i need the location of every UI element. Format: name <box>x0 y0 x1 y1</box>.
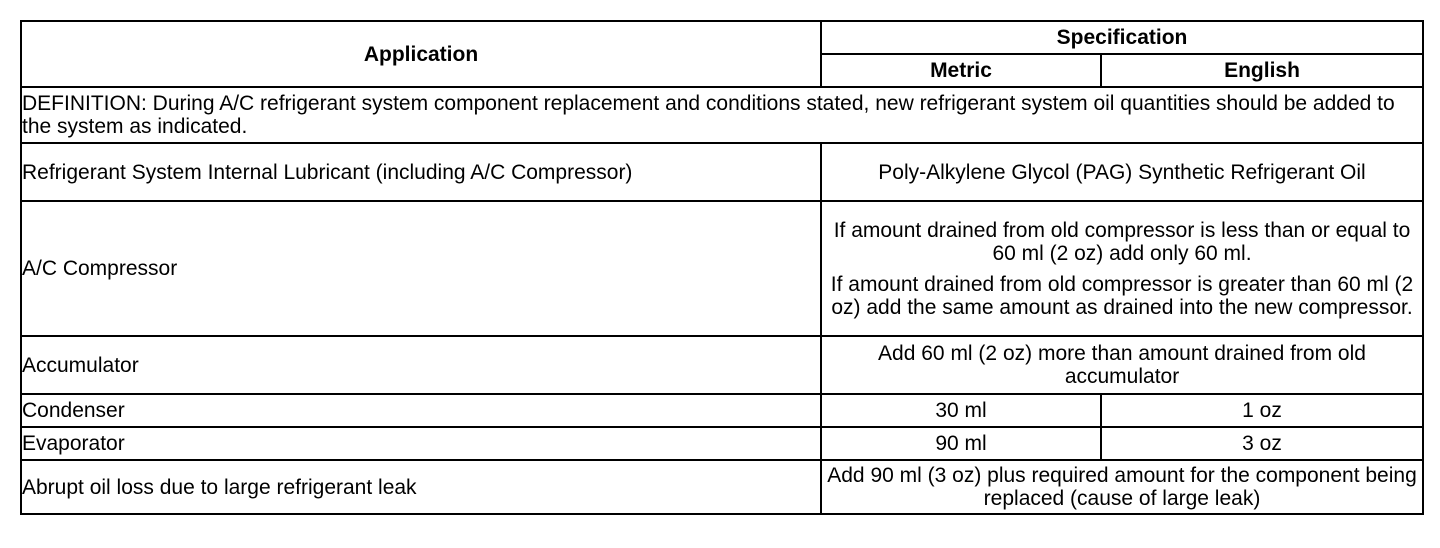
lubricant-spec: Poly-Alkylene Glycol (PAG) Synthetic Refrigerant Oil <box>821 143 1423 201</box>
definition-row <box>21 87 1423 143</box>
lubricant-application: Refrigerant System Internal Lubricant (including A/C Compressor) <box>21 143 821 201</box>
compressor-application: A/C Compressor <box>21 201 821 336</box>
compressor-spec <box>821 201 1423 336</box>
header-metric: Metric <box>821 54 1101 87</box>
table-row-evaporator <box>21 427 1423 460</box>
header-specification: Specification <box>821 21 1423 54</box>
definition-text: DEFINITION: During A/C refrigerant system component replacement and conditions stated, new refrigerant system oil quantities should be added to the system as indicated. <box>21 87 1423 143</box>
header-application: Application <box>21 21 821 87</box>
compressor-spec-less: If amount drained from old compressor is less than or equal to 60 ml (2 oz) add only 60 ml. <box>833 218 1411 265</box>
condenser-metric: 30 ml <box>821 394 1101 427</box>
table-row-accumulator <box>21 336 1423 394</box>
accumulator-application: Accumulator <box>21 336 821 394</box>
evaporator-metric: 90 ml <box>821 427 1101 460</box>
evaporator-application: Evaporator <box>21 427 821 460</box>
leak-spec: Add 90 ml (3 oz) plus required amount for the component being replaced (cause of large leak) <box>821 460 1423 514</box>
accumulator-spec: Add 60 ml (2 oz) more than amount drained from old accumulator <box>821 336 1423 394</box>
refrigerant-oil-spec-table <box>20 20 1424 515</box>
condenser-english: 1 oz <box>1101 394 1423 427</box>
table-row-leak <box>21 460 1423 514</box>
table-row-compressor <box>21 201 1423 336</box>
table-row-lubricant <box>21 143 1423 201</box>
compressor-spec-greater: If amount drained from old compressor is greater than 60 ml (2 oz) add the same amount as drained into the new compressor. <box>830 272 1414 319</box>
leak-application: Abrupt oil loss due to large refrigerant leak <box>21 460 821 514</box>
evaporator-english: 3 oz <box>1101 427 1423 460</box>
header-english: English <box>1101 54 1423 87</box>
table-row-condenser <box>21 394 1423 427</box>
condenser-application: Condenser <box>21 394 821 427</box>
